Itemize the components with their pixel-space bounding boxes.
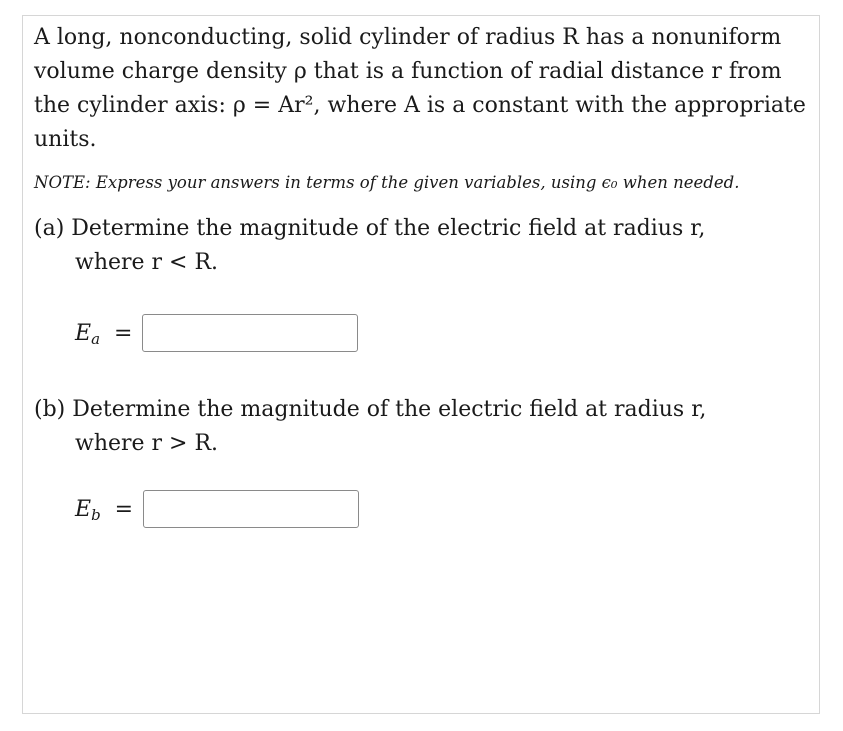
part-a-answer-input[interactable]	[142, 314, 358, 352]
part-b-answer-input[interactable]	[143, 490, 359, 528]
part-b-question	[34, 393, 814, 461]
part-b-condition: where r > R.	[75, 431, 219, 456]
part-b-answer-row	[75, 488, 359, 530]
part-a-answer-row	[75, 312, 358, 354]
part-a-subscript: a	[91, 330, 101, 348]
part-a-label: (a) Determine the magnitude of the electric field at radius r,	[34, 216, 706, 241]
part-a-symbol: E	[75, 320, 92, 346]
part-b-equals: =	[114, 496, 134, 522]
part-b-subscript: b	[91, 506, 101, 524]
note-text: NOTE: Express your answers in terms of the given variables, using ϵ₀ when needed.	[34, 173, 740, 192]
problem-statement: A long, nonconducting, solid cylinder of radius R has a nonuniform volume charge density ρ that is a function of radial distance r from the cylinder axis: ρ = Ar², where A is a constant with the appropriate units.	[34, 25, 806, 152]
part-b-symbol: E	[75, 496, 92, 522]
question-card	[22, 15, 820, 714]
part-a-equals: =	[114, 320, 133, 346]
part-a-question	[34, 212, 814, 280]
part-b-label: (b) Determine the magnitude of the electric field at radius r,	[34, 397, 707, 422]
part-a-condition: where r < R.	[75, 250, 219, 275]
